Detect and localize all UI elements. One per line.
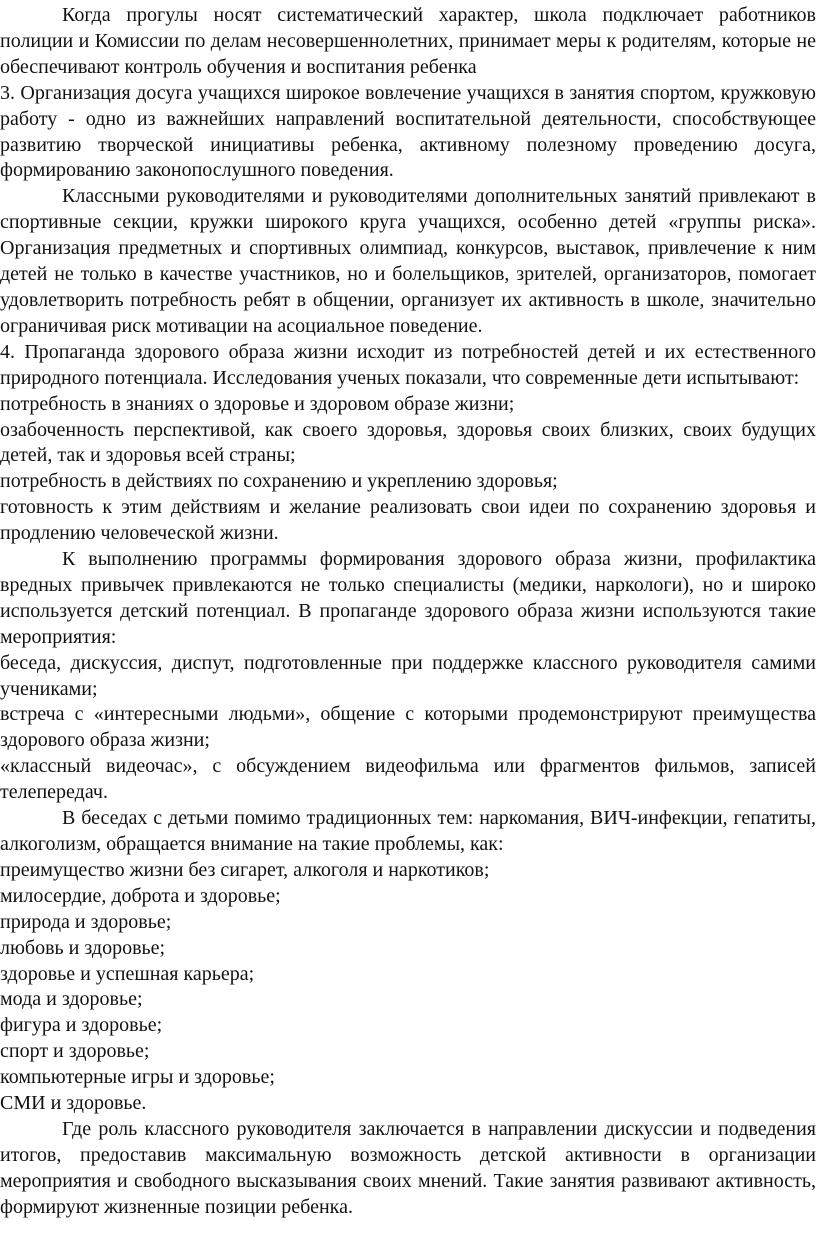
list-item: компьютерные игры и здоровье; [0,1066,275,1089]
paragraph-leisure-organization: 3. Организация досуга учащихся широкое вовлечение учащихся в занятия спортом, кружковую работу - одно из важнейших направлений воспитательной деятельности, способствующее развитию творческой инициативы ребенка, активному полезному проведению досуга, формированию законопослушного поведения. [0,81,816,182]
paragraph-teacher-role: Где роль классного руководителя заключается в направлении дискуссии и подведения итогов, предоставив максимальную возможность детской активности в организации мероприятия и свободного высказывания своих мнений. Такие занятия развивают активность, формируют жизненные позиции ребенка. [0,1117,816,1218]
list-item: готовность к этим действиям и желание реализовать свои идеи по сохранению здоровья и продлению человеческой жизни. [0,496,816,545]
list-item: милосердие, доброта и здоровье; [0,884,281,907]
list-item: СМИ и здоровье. [0,1092,147,1115]
list-item: встреча с «интересными людьми», общение с которыми продемонстрируют преимущества здорового образа жизни; [0,703,816,752]
list-item: фигура и здоровье; [0,1014,163,1037]
paragraph-healthy-lifestyle: 4. Пропаганда здорового образа жизни исходит из потребностей детей и их естественного природного потенциала. Исследования ученых показали, что современные дети испытывают: [0,340,816,389]
list-item: спорт и здоровье; [0,1040,150,1063]
list-item: «классный видеочас», с обсуждением видеофильма или фрагментов фильмов, записей телепередач. [0,755,816,804]
paragraph-sports-involvement: Классными руководителями и руководителями дополнительных занятий привлекают в спортивные секции, кружки широкого круга учащихся, особенно детей «группы риска». Организация предметных и спортивных олимпиад, конкурсов, выставок, привлечение к ним детей не только в качестве участников, но и болельщиков, зрителей, организаторов, помогает удовлетворить потребность ребят в общении, организует их активность в школе, значительно ограничивая риск мотивации на асоциальное поведение. [0,185,816,337]
paragraph-program-implementation: К выполнению программы формирования здорового образа жизни, профилактика вредных привычек привлекаются не только специалисты (медики, наркологи), но и широко используется детский потенциал. В пропаганде здорового образа жизни используются такие мероприятия: [0,548,816,648]
list-item: преимущество жизни без сигарет, алкоголя и наркотиков; [0,858,490,881]
paragraph-truancy-measures: Когда прогулы носят систематический характер, школа подключает работников полиции и Комиссии по делам несовершеннолетних, принимает меры к родителям, которые не обеспечивают контроль обучения и воспитания ребенка [0,4,816,78]
list-item: мода и здоровье; [0,988,143,1011]
list-item: беседа, дискуссия, диспут, подготовленные при поддержке классного руководителя самими учениками; [0,651,816,700]
list-item: природа и здоровье; [0,910,172,933]
list-item: потребность в знаниях о здоровье и здоровом образе жизни; [0,392,515,415]
paragraph-conversation-topics: В беседах с детьми помимо традиционных тем: наркомания, ВИЧ-инфекции, гепатиты, алкоголизм, обращается внимание на такие проблемы, как: [0,807,816,855]
list-item: озабоченность перспективой, как своего здоровья, здоровья своих близких, своих будущих детей, так и здоровья всей страны; [0,418,816,467]
list-item: любовь и здоровье; [0,936,166,959]
list-item: потребность в действиях по сохранению и укреплению здоровья; [0,470,558,493]
list-item: здоровье и успешная карьера; [0,962,255,985]
